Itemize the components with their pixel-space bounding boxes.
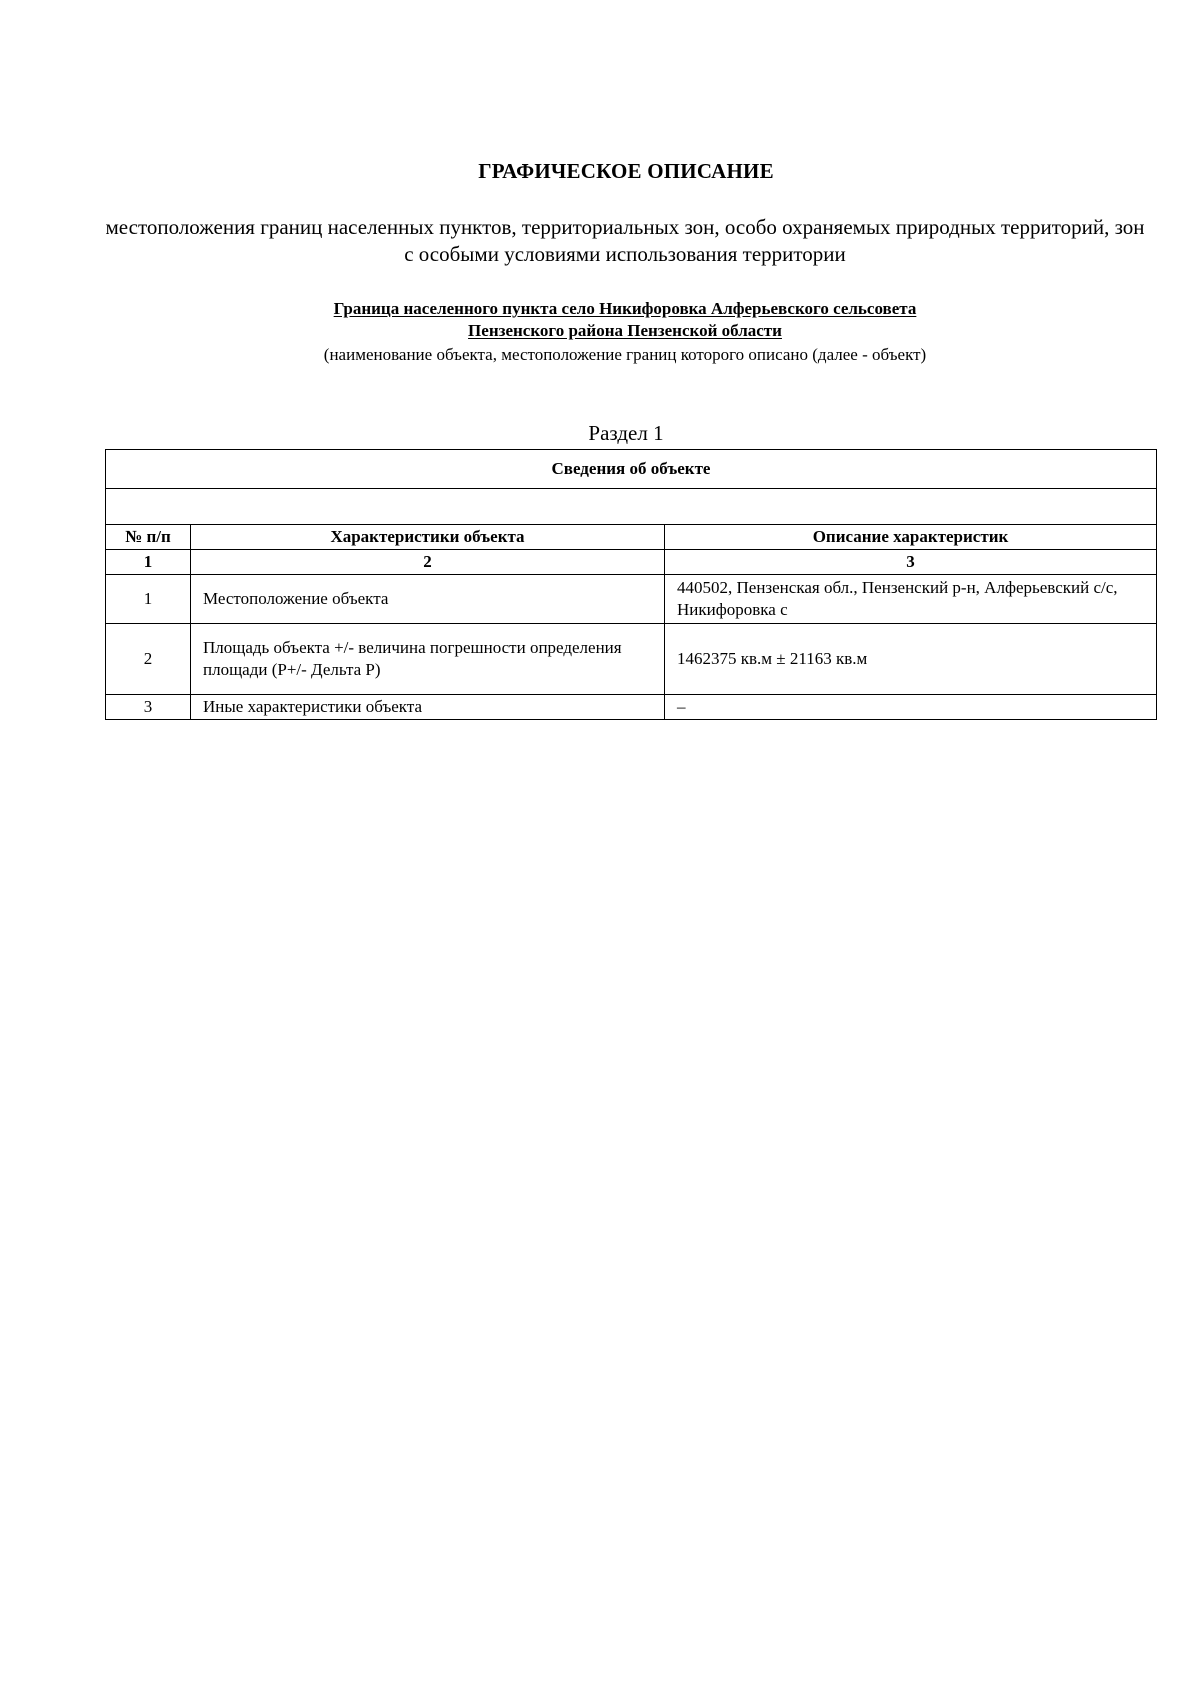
document-title: ГРАФИЧЕСКОЕ ОПИСАНИЕ (478, 159, 774, 183)
row-characteristic: Местоположение объекта (191, 575, 665, 624)
object-name-caption: (наименование объекта, местоположение границ которого описано (далее - объект) (323, 345, 927, 364)
row-description: 440502, Пензенская обл., Пензенский р-н, Алферьевский с/с, Никифоровка с (665, 575, 1157, 624)
column-number-2: 2 (191, 550, 665, 575)
table-header-row (106, 525, 1157, 550)
object-name-line-2: Пензенского района Пензенской области (468, 321, 782, 340)
table-caption: Сведения об объекте (106, 450, 1157, 489)
column-number-1: 1 (106, 550, 191, 575)
object-info-table (105, 449, 1157, 720)
row-number: 2 (106, 624, 191, 695)
header-description: Описание характеристик (665, 525, 1157, 550)
table-row (106, 624, 1157, 695)
object-name-line-1: Граница населенного пункта село Никифоровка Алферьевского сельсовета (333, 299, 917, 318)
header-characteristic: Характеристики объекта (191, 525, 665, 550)
row-characteristic: Иные характеристики объекта (191, 695, 665, 720)
row-number: 1 (106, 575, 191, 624)
table-caption-row (106, 450, 1157, 489)
column-number-3: 3 (665, 550, 1157, 575)
table-row (106, 575, 1157, 624)
header-number: № п/п (106, 525, 191, 550)
table-row (106, 695, 1157, 720)
section-title: Раздел 1 (588, 421, 664, 445)
document-subtitle: местоположения границ населенных пунктов, территориальных зон, особо охраняемых природных территорий, зон с особыми условиями использования территории (105, 215, 1145, 266)
table-empty-row (106, 489, 1157, 525)
table-column-numbers-row (106, 550, 1157, 575)
row-description: – (665, 695, 1157, 720)
row-characteristic: Площадь объекта +/- величина погрешности определения площади (Р+/- Дельта Р) (191, 624, 665, 695)
row-description: 1462375 кв.м ± 21163 кв.м (665, 624, 1157, 695)
row-number: 3 (106, 695, 191, 720)
object-name (100, 298, 1150, 342)
table-empty-cell (106, 489, 1157, 525)
